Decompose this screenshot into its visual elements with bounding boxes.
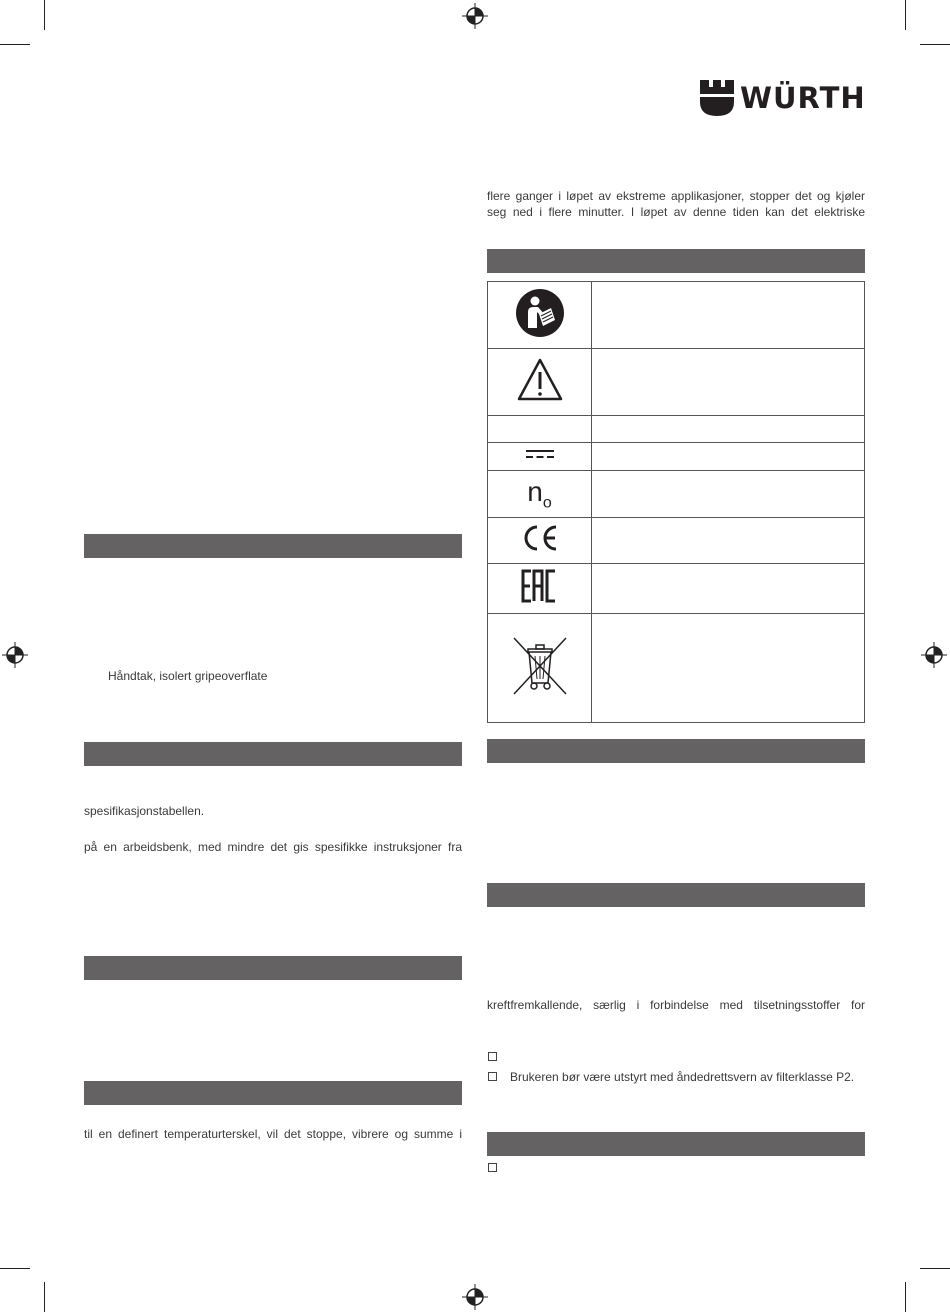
table-row xyxy=(488,282,865,349)
section-header-bar xyxy=(84,534,462,558)
symbol-cell xyxy=(488,282,592,349)
symbol-table xyxy=(487,281,865,723)
wurth-logo-mark-icon xyxy=(700,80,734,116)
symbol-glyph-subscript: o xyxy=(542,494,552,512)
section-header-bar xyxy=(84,956,462,980)
symbol-description xyxy=(592,471,865,518)
symbol-description xyxy=(592,416,865,443)
crop-mark xyxy=(0,1268,30,1269)
crop-mark xyxy=(0,44,30,45)
section-header-bar xyxy=(487,1132,865,1156)
table-row xyxy=(488,349,865,416)
symbol-description xyxy=(592,518,865,564)
usage-line: på en arbeidsbenk, med mindre det gis spesifikke instruksjoner fra xyxy=(84,840,462,854)
section-header-bar xyxy=(487,883,865,907)
registration-mark-icon xyxy=(2,642,28,668)
section-header-bar xyxy=(487,249,865,273)
symbol-description xyxy=(592,349,865,416)
crop-mark xyxy=(905,0,906,30)
crop-mark xyxy=(44,1282,45,1312)
symbol-cell xyxy=(488,471,592,518)
usage-line: spesifikasjonstabellen. xyxy=(84,804,205,818)
intro-line: seg ned i flere minutter. I løpet av denne tiden kan det elektriske xyxy=(487,205,865,219)
symbol-description xyxy=(592,443,865,471)
direct-current-icon xyxy=(525,447,555,461)
crop-mark xyxy=(44,0,45,30)
symbol-cell xyxy=(488,564,592,614)
bullet-text: Brukeren bør være utstyrt med åndedrettsvern av filterklasse P2. xyxy=(510,1070,855,1084)
symbol-glyph: n xyxy=(527,475,543,507)
registration-mark-icon xyxy=(462,3,488,29)
symbol-description xyxy=(592,614,865,723)
bullet-checkbox xyxy=(488,1072,497,1081)
eac-mark-icon xyxy=(521,569,559,603)
symbol-cell xyxy=(488,518,592,564)
dust-warning-line: kreftfremkallende, særlig i forbindelse med tilsetningsstoffer for xyxy=(487,998,865,1012)
registration-mark-icon xyxy=(462,1284,488,1310)
overheat-line: til en definert temperaturterskel, vil det stoppe, vibrere og summe i xyxy=(84,1127,462,1141)
crop-mark xyxy=(905,1282,906,1312)
table-row xyxy=(488,564,865,614)
table-row xyxy=(488,443,865,471)
registration-mark-icon xyxy=(921,642,947,668)
symbol-cell xyxy=(488,416,592,443)
component-item: Håndtak, isolert gripeoverflate xyxy=(108,669,268,683)
table-row xyxy=(488,614,865,723)
symbol-cell xyxy=(488,614,592,723)
read-manual-icon xyxy=(515,288,565,338)
warning-triangle-icon xyxy=(516,357,564,403)
ce-mark-icon xyxy=(520,523,560,553)
bullet-checkbox xyxy=(488,1163,497,1172)
weee-crossed-bin-icon xyxy=(511,635,569,697)
symbol-description xyxy=(592,564,865,614)
no-load-speed-icon xyxy=(527,475,552,512)
brand-name: WÜRTH xyxy=(740,81,866,115)
table-row xyxy=(488,518,865,564)
symbol-description xyxy=(592,282,865,349)
symbol-cell xyxy=(488,443,592,471)
bullet-checkbox xyxy=(488,1052,497,1061)
table-row xyxy=(488,471,865,518)
crop-mark xyxy=(920,1268,950,1269)
symbol-cell xyxy=(488,349,592,416)
section-header-bar xyxy=(487,739,865,763)
intro-line: flere ganger i løpet av ekstreme applikasjoner, stopper det og kjøler xyxy=(487,189,865,203)
section-header-bar xyxy=(84,742,462,766)
crop-mark xyxy=(920,44,950,45)
section-header-bar xyxy=(84,1081,462,1105)
table-row xyxy=(488,416,865,443)
